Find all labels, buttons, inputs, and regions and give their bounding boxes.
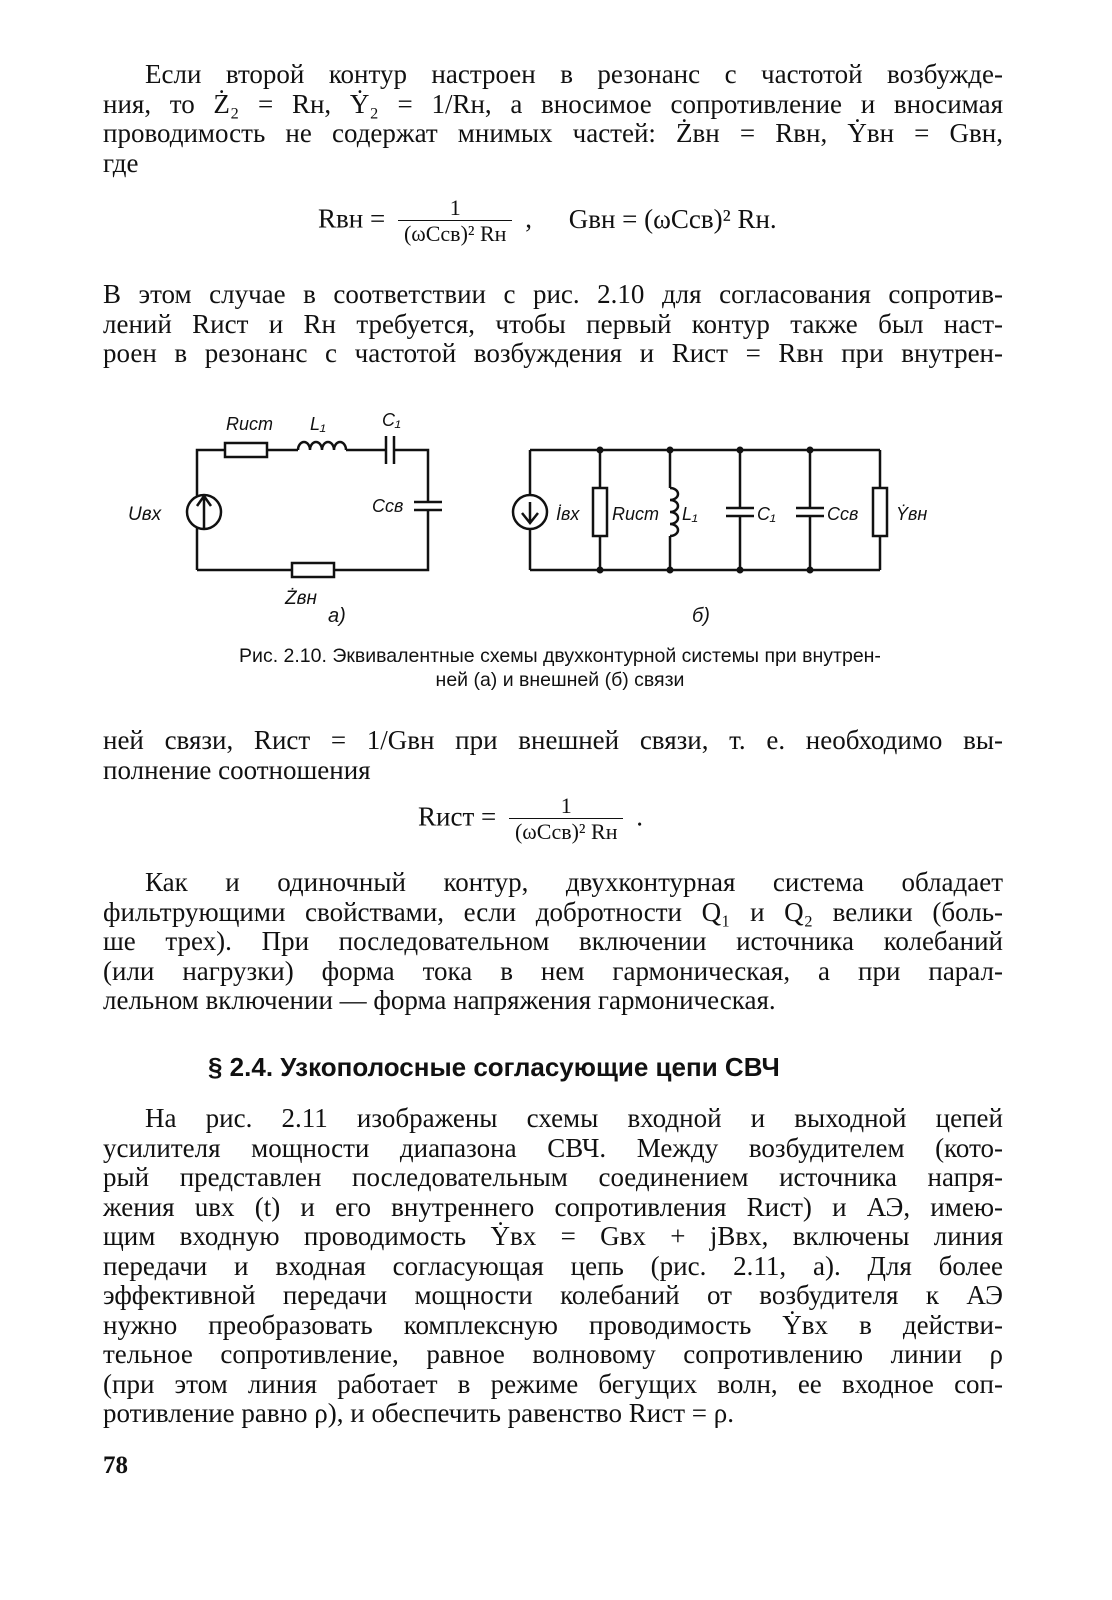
label-c1: C₁ <box>382 410 401 430</box>
text-line: ней связи, Rист = 1/Gвн при внешней связи, т. е. необходимо вы- <box>103 725 1003 755</box>
fraction <box>398 196 513 247</box>
paragraph-2 <box>103 280 1003 369</box>
label-l1: L₁ <box>310 414 326 434</box>
text-line: передачи и входная согласующая цепь (рис. 2.11, а). Для более <box>103 1250 1003 1281</box>
text-line: ше трех). При последовательном включении источника колебаний <box>103 926 1003 956</box>
formula-lhs: Rвн = <box>318 203 386 234</box>
resistor-z-vn <box>292 563 334 577</box>
paragraph-5 <box>103 1104 1003 1429</box>
label-c-sv-b: Cсв <box>827 504 859 524</box>
paragraph-3 <box>103 726 1003 785</box>
fraction <box>509 794 624 845</box>
paragraph-1 <box>103 60 1003 178</box>
formula-rist <box>418 794 643 845</box>
text-line: лельном включении — форма напряжения гармоническая. <box>103 985 776 1015</box>
fraction-numerator: 1 <box>509 794 624 819</box>
label-i-vx: İвх <box>556 504 580 524</box>
fraction-numerator: 1 <box>398 196 513 221</box>
resistor-r-ist <box>225 443 267 457</box>
fraction-denominator: (ωCсв)² Rн <box>403 221 507 246</box>
conductance-y-vn <box>873 488 887 536</box>
formula-rvn <box>318 196 777 247</box>
text-line: где <box>103 147 139 178</box>
label-z-vn: Żвн <box>285 588 317 609</box>
page-number: 78 <box>103 1452 128 1479</box>
label-y-vn: Ẏвн <box>896 504 928 524</box>
text-line: усилителя мощности диапазона СВЧ. Между возбудителем (кото- <box>103 1132 1003 1163</box>
figure-caption <box>160 644 960 692</box>
figure-tag-b: б) <box>692 605 710 627</box>
label-r-ist: Rист <box>226 414 274 434</box>
text-line: ния, то Ż₂ = Rн, Ẏ₂ = 1/Rн, а вносимое сопротивление и вносимая <box>103 88 1003 119</box>
text-line: жения uвх (t) и его внутреннего сопротивления Rист) и АЭ, имею- <box>103 1191 1003 1222</box>
caption-line: Рис. 2.10. Эквивалентные схемы двухконтурной системы при внутрен- <box>239 645 881 667</box>
figure-tag-a: а) <box>328 605 346 627</box>
fraction-denominator: (ωCсв)² Rн <box>514 819 618 844</box>
text-line: роен в резонанс с частотой возбуждения и Rист = Rвн при внутрен- <box>103 338 1003 368</box>
inductor-l1 <box>298 442 346 450</box>
formula-gvn: Gвн = (ωCсв)² Rн. <box>568 203 777 234</box>
text-line: эффективной передачи мощности колебаний от возбудителя к АЭ <box>103 1280 1003 1310</box>
formula-separator: , <box>525 203 532 234</box>
capacitor-c1-b <box>726 508 754 516</box>
text-line: щим входную проводимость Ẏвх = Gвх + jBвх, включены линия <box>103 1221 1003 1251</box>
formula-end: . <box>636 801 643 832</box>
inductor-l1-b <box>670 488 678 536</box>
text-line: В этом случае в соответствии с рис. 2.10 для согласования сопротив- <box>103 279 1003 309</box>
formula-lhs: Rист = <box>418 801 497 832</box>
figure-2-10 <box>0 400 1112 640</box>
circuit-a <box>187 436 442 577</box>
text-line: (при этом линия работает в режиме бегущих волн, ее входное соп- <box>103 1368 1003 1399</box>
text-line: На рис. 2.11 изображены схемы входной и выходной цепей <box>145 1103 1003 1133</box>
text-line: фильтрующими свойствами, если добротности Q₁ и Q₂ велики (боль- <box>103 896 1003 927</box>
text-line: рый представлен последовательным соединением источника напря- <box>103 1162 1003 1192</box>
text-line: нужно преобразовать комплексную проводимость Ẏвх в действи- <box>103 1309 1003 1340</box>
text-line: лений Rист и Rн требуется, чтобы первый контур также был наст- <box>103 308 1003 339</box>
text-line: (или нагрузки) форма тока в нем гармоническая, а при парал- <box>103 955 1003 986</box>
text-line: Как и одиночный контур, двухконтурная система обладает <box>145 867 1003 897</box>
resistor-r-ist-b <box>593 488 607 536</box>
label-u-vx: Uвх <box>128 504 162 525</box>
caption-line: ней (а) и внешней (б) связи <box>435 669 685 691</box>
section-heading: § 2.4. Узкополосные согласующие цепи СВЧ <box>208 1052 780 1082</box>
paragraph-4 <box>103 868 1003 1016</box>
capacitor-c-sv-b <box>796 508 824 516</box>
label-c-sv: Cсв <box>372 496 404 516</box>
capacitor-c-sv <box>414 502 442 510</box>
text-line: ротивление равно ρ), и обеспечить равенство Rист = ρ. <box>103 1398 734 1428</box>
label-l1-b: L₁ <box>682 504 698 524</box>
label-c1-b: C₁ <box>757 504 776 524</box>
capacitor-c1 <box>386 436 394 464</box>
text-line: проводимость не содержат мнимых частей: Żвн = Rвн, Ẏвн = Gвн, <box>103 118 1003 148</box>
label-r-ist-b: Rист <box>612 504 660 524</box>
text-line: Если второй контур настроен в резонанс с частотой возбужде- <box>145 59 1003 89</box>
text-line: полнение соотношения <box>103 754 371 785</box>
text-line: тельное сопротивление, равное волновому сопротивлению линии ρ <box>103 1339 1003 1369</box>
